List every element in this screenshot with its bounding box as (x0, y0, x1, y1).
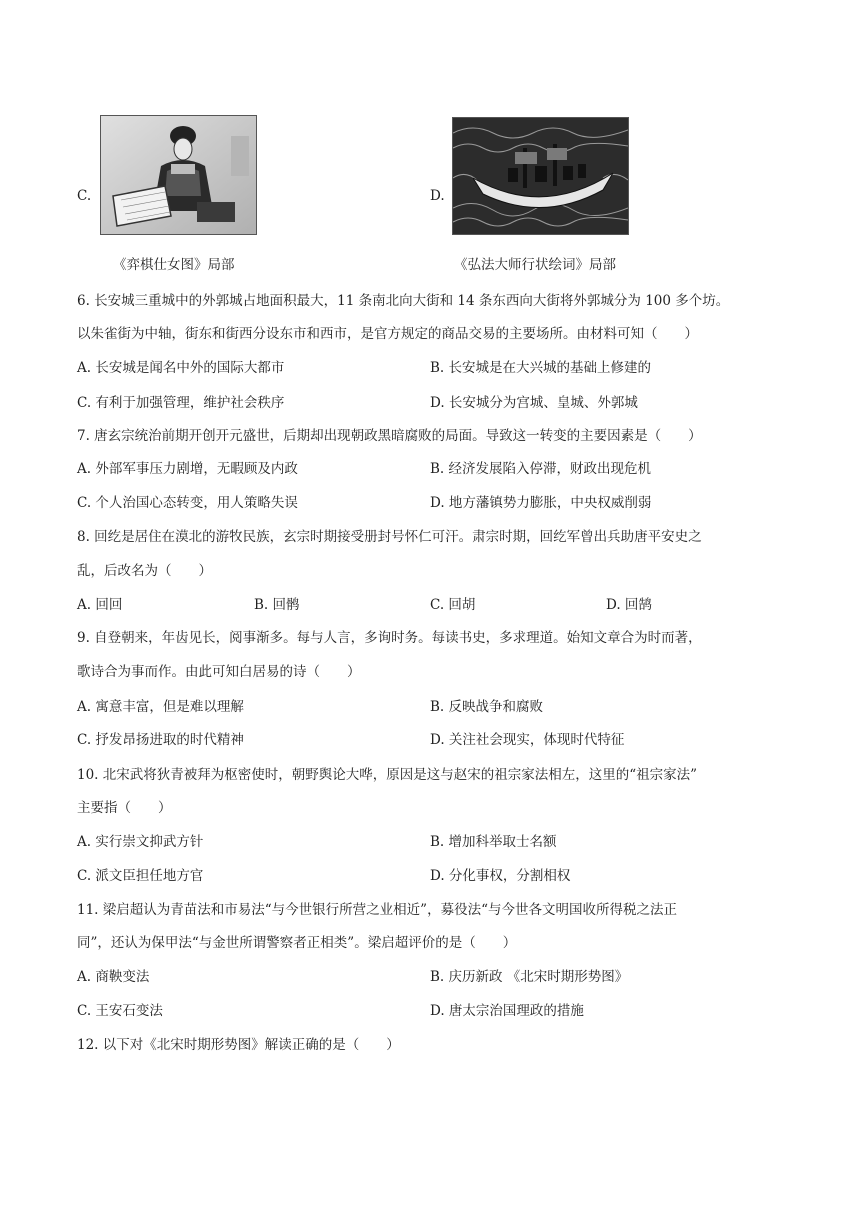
question-9-option-d[interactable]: D. 关注社会现实，体现时代特征 (430, 732, 625, 748)
question-9-option-b[interactable]: B. 反映战争和腐败 (430, 699, 544, 715)
question-6-option-d[interactable]: D. 长安城分为宫城、皇城、外郭城 (430, 395, 638, 411)
question-6-option-b[interactable]: B. 长安城是在大兴城的基础上修建的 (430, 360, 652, 376)
question-6-option-a[interactable]: A. 长安城是闻名中外的国际大都市 (77, 360, 285, 376)
question-11-option-b[interactable]: B. 庆历新政 《北宋时期形势图》 (430, 969, 629, 985)
option-d-letter: D. (430, 188, 445, 204)
question-7-option-b[interactable]: B. 经济发展陷入停滞，财政出现危机 (430, 461, 652, 477)
question-10-line-2: 主要指（ ） (77, 800, 172, 816)
question-11-option-d[interactable]: D. 唐太宗治国理政的措施 (430, 1003, 584, 1019)
question-11-line-1: 11. 梁启超认为青苗法和市易法“与今世银行所营之业相近”，募役法“与今世各文明国收所得税之法正 (77, 902, 677, 918)
question-6-line-2: 以朱雀街为中轴，街东和街西分设东市和西市，是官方规定的商品交易的主要场所。由材料可知（ ） (77, 326, 698, 342)
option-c-letter: C. (77, 188, 92, 204)
question-7-option-d[interactable]: D. 地方藩镇势力膨胀，中央权威削弱 (430, 495, 652, 511)
question-9-line-1: 9. 自登朝来，年齿见长，阅事渐多。每与人言，多询时务。每读书史，多求理道。始知文章合为时而著， (77, 630, 702, 646)
question-9-option-c[interactable]: C. 抒发昂扬进取的时代精神 (77, 732, 244, 748)
question-12-line-1: 12. 以下对《北宋时期形势图》解读正确的是（ ） (77, 1037, 400, 1053)
question-6-option-c[interactable]: C. 有利于加强管理，维护社会秩序 (77, 395, 285, 411)
question-11-option-a[interactable]: A. 商鞅变法 (77, 969, 150, 985)
question-8-line-1: 8. 回纥是居住在漠北的游牧民族，玄宗时期接受册封号怀仁可汗。肃宗时期，回纥军曾出兵助唐平安史之 (77, 529, 702, 545)
question-11-option-c[interactable]: C. 王安石变法 (77, 1003, 163, 1019)
question-10-line-1: 10. 北宋武将狄青被拜为枢密使时，朝野舆论大哗，原因是这与赵宋的祖宗家法相左，这里的“祖宗家法” (77, 767, 698, 783)
question-8-line-2: 乱，后改名为（ ） (77, 563, 212, 579)
image-c-caption: 《弈棋仕女图》局部 (113, 257, 235, 273)
question-8-option-a[interactable]: A. 回回 (77, 597, 123, 613)
painting-image-d (452, 117, 629, 235)
question-8-option-b[interactable]: B. 回鹘 (254, 597, 300, 613)
question-10-option-c[interactable]: C. 派文臣担任地方官 (77, 868, 204, 884)
question-9-line-2: 歌诗合为事而作。由此可知白居易的诗（ ） (77, 664, 361, 680)
question-7-option-c[interactable]: C. 个人治国心态转变，用人策略失误 (77, 495, 298, 511)
image-d-caption: 《弘法大师行状绘词》局部 (454, 257, 616, 273)
ship-on-waves-picture (453, 118, 628, 234)
question-7-line-1: 7. 唐玄宗统治前期开创开元盛世，后期却出现朝政黑暗腐败的局面。导致这一转变的主要因素是（ ） (77, 428, 702, 444)
question-6-line-1: 6. 长安城三重城中的外郭城占地面积最大，11 条南北向大街和 14 条东西向大街将外郭城分为 100 多个坊。 (77, 293, 730, 309)
question-8-option-c[interactable]: C. 回胡 (430, 597, 476, 613)
question-11-line-2: 同”，还认为保甲法“与金世所谓警察者正相类”。梁启超评价的是（ ） (77, 935, 517, 951)
question-9-option-a[interactable]: A. 寓意丰富，但是难以理解 (77, 699, 244, 715)
lady-playing-weiqi-picture (101, 116, 256, 234)
question-10-option-a[interactable]: A. 实行崇文抑武方针 (77, 834, 204, 850)
question-7-option-a[interactable]: A. 外部军事压力剧增，无暇顾及内政 (77, 461, 298, 477)
question-10-option-b[interactable]: B. 增加科举取士名额 (430, 834, 557, 850)
painting-image-c (100, 115, 257, 235)
question-10-option-d[interactable]: D. 分化事权，分割相权 (430, 868, 571, 884)
question-8-option-d[interactable]: D. 回鹄 (606, 597, 652, 613)
